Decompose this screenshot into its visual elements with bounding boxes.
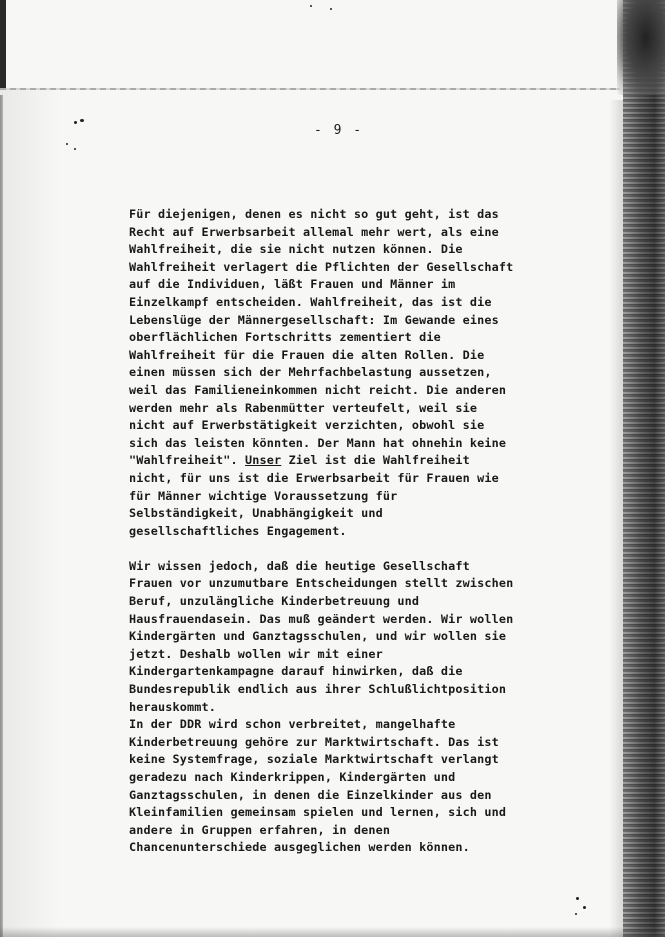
body-text <box>129 206 529 857</box>
scan-shadow-right <box>609 100 623 937</box>
text-line-with-underline <box>129 452 529 470</box>
scan-speck <box>583 906 586 909</box>
scan-edge-bottom <box>0 927 665 937</box>
text-line: keine Systemfrage, soziale Marktwirtschaft verlangt <box>129 752 499 767</box>
text-line: einen müssen sich der Mehrfachbelastung aussetzen, <box>129 365 492 380</box>
scan-speck <box>576 897 579 900</box>
scan-edge-left-top <box>0 0 6 88</box>
text-line: Beruf, unzulängliche Kinderbetreuung und <box>129 594 420 609</box>
text-line: Recht auf Erwerbsarbeit allemal mehr wert, als eine <box>129 224 499 239</box>
scan-shadow-left <box>0 90 60 937</box>
text-line: Hausfrauendasein. Das muß geändert werden. Wir wollen <box>129 611 514 626</box>
text-line: Chancenunterschiede ausgeglichen werden können. <box>129 840 470 855</box>
text-line: auf die Individuen, läßt Frauen und Männer im <box>129 277 456 292</box>
text-line: Wahlfreiheit für die Frauen die alten Rollen. Die <box>129 347 485 362</box>
text-line: herauskommt. <box>129 699 217 714</box>
text-line: Wahlfreiheit verlagert die Pflichten der Gesellschaft <box>129 259 514 274</box>
text-line: gesellschaftliches Engagement. <box>129 523 347 538</box>
scan-top-rule <box>0 88 620 90</box>
text-line: weil das Familieneinkommen nicht reicht. Die anderen <box>129 382 507 397</box>
scan-edge-right <box>623 0 665 937</box>
text-line: Kindergartenkampagne darauf hinwirken, daß die <box>129 664 463 679</box>
text-line: Ganztagsschulen, in denen die Einzelkinder aus den <box>129 787 492 802</box>
scan-speck <box>66 143 68 145</box>
text-segment: "Wahlfreiheit". <box>129 453 246 468</box>
text-line: werden mehr als Rabenmütter verteufelt, weil sie <box>129 400 478 415</box>
text-line: Wahlfreiheit, die sie nicht nutzen können. Die <box>129 242 463 257</box>
text-line: oberflächlichen Fortschritts zementiert die <box>129 330 441 345</box>
scan-edge-right-top <box>617 0 665 95</box>
text-line: geradezu nach Kinderkrippen, Kindergärten und <box>129 770 456 784</box>
text-line: Kindergärten und Ganztagsschulen, und wir wollen sie <box>129 629 507 644</box>
scan-speck <box>310 5 312 7</box>
text-line: nicht, für uns ist die Erwerbsarbeit für Frauen wie <box>129 470 499 485</box>
text-line: andere in Gruppen erfahren, in denen <box>129 822 391 837</box>
text-line: Lebenslüge der Männergesellschaft: Im Gewande eines <box>129 312 499 327</box>
text-line: nicht auf Erwerbstätigkeit verzichten, obwohl sie <box>129 418 485 433</box>
paragraph-gap <box>129 540 529 558</box>
text-line: jetzt. Deshalb wollen wir mit einer <box>129 646 383 661</box>
text-line: In der DDR wird schon verbreitet, mangelhafte <box>129 717 456 732</box>
scan-speck <box>74 148 76 150</box>
text-line: für Männer wichtige Voraussetzung für <box>129 488 398 503</box>
text-line: Bundesrepublik endlich aus ihrer Schlußlichtposition <box>129 682 507 697</box>
text-line: Einzelkampf entscheiden. Wahlfreiheit, das ist die <box>129 294 492 309</box>
text-segment: Ziel ist die Wahlfreiheit <box>281 453 470 468</box>
text-line: Kinderbetreuung gehöre zur Marktwirtschaft. Das ist <box>129 734 499 749</box>
text-line: Kleinfamilien gemeinsam spielen und lernen, sich und <box>129 805 507 820</box>
text-line: Frauen vor unzumutbare Entscheidungen stellt zwischen <box>129 576 514 591</box>
text-line: sich das leisten könnten. Der Mann hat ohnehin keine <box>129 435 507 450</box>
scan-speck <box>330 8 332 10</box>
scan-speck <box>575 913 577 915</box>
text-line: Selbständigkeit, Unabhängigkeit und <box>129 506 383 521</box>
scan-speck <box>74 121 77 124</box>
underlined-word: Unser <box>245 453 282 468</box>
text-line: Für diejenigen, denen es nicht so gut geht, ist das <box>129 207 499 221</box>
page-number: - 9 - <box>314 123 364 138</box>
scan-speck <box>80 119 84 122</box>
text-line: Wir wissen jedoch, daß die heutige Gesellschaft <box>129 558 470 573</box>
